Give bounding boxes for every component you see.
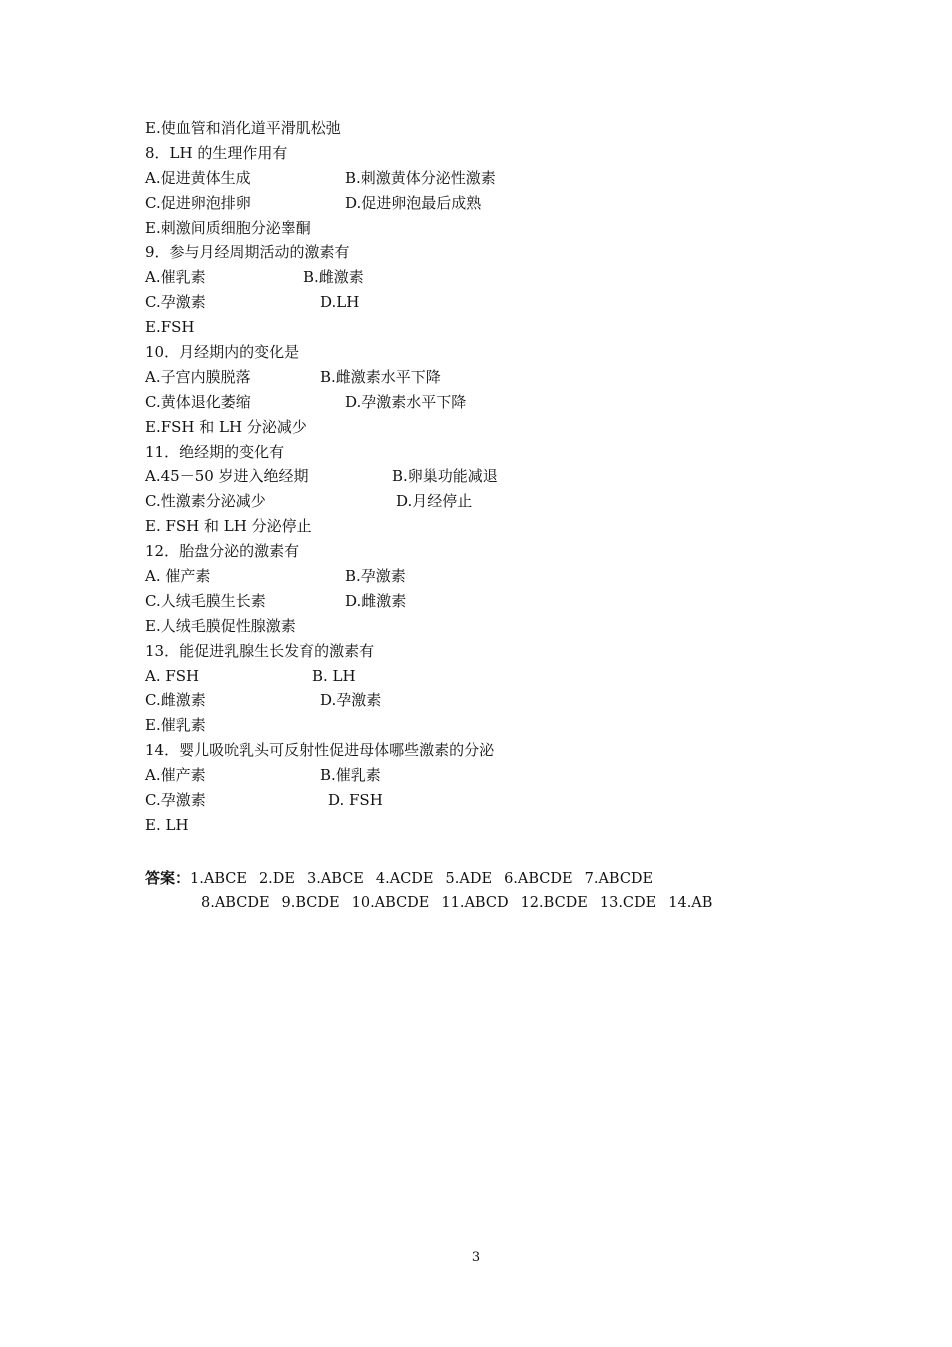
option-e: E.刺激间质细胞分泌睾酮: [145, 218, 311, 237]
option-c: C.孕激素: [145, 791, 206, 810]
question-stem: 9．参与月经周期活动的激素有: [145, 243, 350, 262]
answer-label: 答案：: [145, 869, 191, 887]
answer-item: 10.ABCDE: [351, 895, 430, 911]
option-e: E. FSH 和 LH 分泌停止: [145, 517, 312, 536]
option-line: E.使血管和消化道平滑肌松弛: [145, 119, 341, 137]
option-d: D. FSH: [328, 791, 383, 810]
answer-item: 12.BCDE: [520, 895, 588, 911]
option-a: A.促进黄体生成: [145, 168, 251, 187]
option-a: A.催产素: [145, 766, 206, 785]
option-b: B.孕激素: [345, 567, 406, 586]
question-stem: 11．绝经期的变化有: [145, 442, 285, 461]
option-e: E.FSH: [145, 318, 195, 337]
answer-item: 14.AB: [668, 895, 713, 911]
option-a: A.催乳素: [145, 268, 206, 287]
option-row: [145, 564, 865, 589]
option-e: E. LH: [145, 815, 189, 834]
answer-row-2: [145, 891, 724, 916]
option-a: A.45－50 岁进入绝经期: [145, 467, 309, 486]
answer-item: 1.ABCE: [190, 871, 247, 887]
option-e: E.人绒毛膜促性腺激素: [145, 616, 296, 635]
answer-item: 6.ABCDE: [504, 871, 573, 887]
answer-item: 7.ABCDE: [584, 871, 654, 887]
question-stem: 13．能促进乳腺生长发育的激素有: [145, 641, 375, 660]
option-c: C.促进卵泡排卵: [145, 193, 251, 212]
answer-item: 3.ABCE: [306, 871, 364, 887]
answer-item: 11.ABCD: [441, 895, 509, 911]
answer-item: 9.BCDE: [281, 895, 340, 911]
option-row: [145, 290, 865, 315]
option-a: A. FSH: [145, 666, 200, 685]
option-row: [145, 589, 865, 614]
option-b: B.卵巢功能减退: [392, 467, 498, 486]
answer-item: 2.DE: [258, 871, 295, 887]
option-b: B.雌激素: [303, 268, 364, 287]
option-row: [145, 265, 865, 290]
page-number: 3: [471, 1250, 481, 1265]
option-b: B.雌激素水平下降: [320, 367, 441, 386]
option-row: [145, 390, 865, 415]
answer-item: 4.ACDE: [375, 871, 434, 887]
option-b: B.刺激黄体分泌性激素: [345, 168, 496, 187]
option-d: D.雌激素: [345, 591, 407, 610]
question-stem: 8．LH 的生理作用有: [145, 143, 288, 162]
option-c: C.孕激素: [145, 293, 206, 312]
option-row: [145, 788, 865, 813]
option-row: [145, 763, 865, 788]
option-row: [145, 464, 865, 489]
option-b: B.催乳素: [320, 766, 381, 785]
option-c: C.人绒毛膜生长素: [145, 591, 266, 610]
option-row: [145, 166, 865, 191]
option-d: D.LH: [320, 293, 360, 312]
option-row: [145, 489, 865, 514]
answer-item: 8.ABCDE: [201, 895, 270, 911]
question-stem: 14．婴儿吸吮乳头可反射性促进母体哪些激素的分泌: [145, 741, 495, 760]
option-a: A. 催产素: [145, 567, 211, 586]
option-e: E.催乳素: [145, 716, 206, 735]
question-stem: 12．胎盘分泌的激素有: [145, 542, 300, 561]
answer-item: 13.CDE: [599, 895, 657, 911]
option-row: [145, 688, 865, 713]
answer-item: 5.ADE: [445, 871, 493, 887]
answer-row-1: [145, 866, 724, 891]
option-c: C.雌激素: [145, 691, 206, 710]
option-row: [145, 365, 865, 390]
option-a: A.子宫内膜脱落: [145, 367, 251, 386]
option-c: C.性激素分泌减少: [145, 492, 266, 511]
question-stem: 10．月经期内的变化是: [145, 343, 300, 362]
option-c: C.黄体退化萎缩: [145, 392, 251, 411]
answer-key: [145, 866, 724, 916]
option-d: D.月经停止: [396, 492, 473, 511]
option-d: D.孕激素: [320, 691, 382, 710]
option-row: [145, 664, 865, 689]
option-d: D.促进卵泡最后成熟: [345, 193, 482, 212]
option-row: [145, 191, 865, 216]
option-e: E.FSH 和 LH 分泌减少: [145, 417, 307, 436]
question-list: [145, 116, 865, 838]
option-b: B. LH: [312, 666, 356, 685]
option-d: D.孕激素水平下降: [345, 392, 467, 411]
